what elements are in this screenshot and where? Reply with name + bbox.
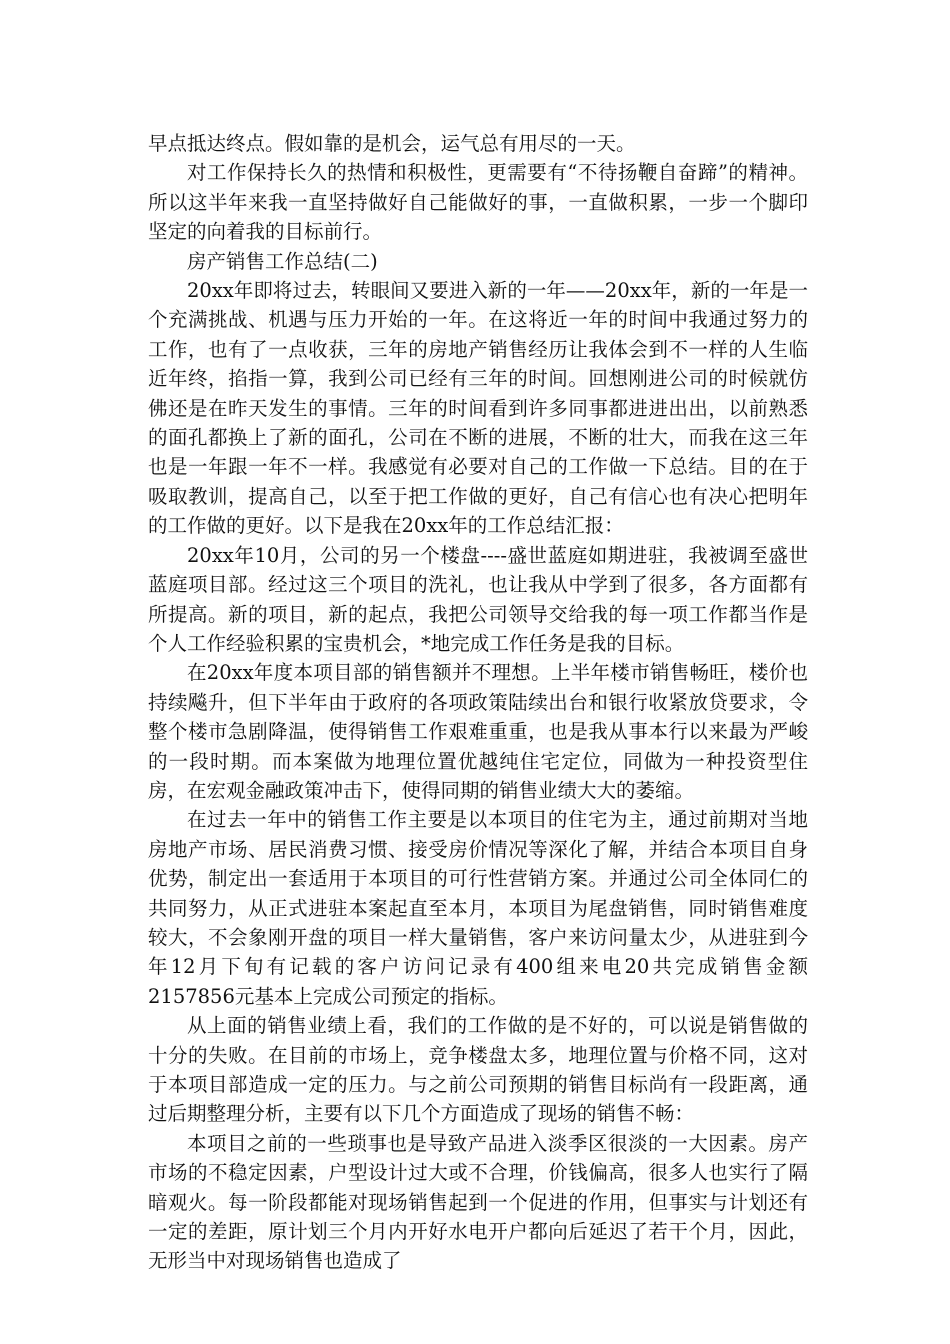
paragraph-1: 早点抵达终点。假如靠的是机会，运气总有用尽的一天。 — [148, 132, 636, 155]
paragraph-7: 从上面的销售业绩上看，我们的工作做的是不好的，可以说是销售做的十分的失败。在目前的市场上，竞争楼盘太多，地理位置与价格不同，这对于本项目部造成一定的压力。与之前公司预期的销售目标尚有一段距离，通过后期整理分析，主要有以下几个方面造成了现场的销售不畅： — [148, 1014, 808, 1126]
section-heading: 房产销售工作总结(二) — [187, 249, 378, 273]
paragraph-8: 本项目之前的一些琐事也是导致产品进入淡季区很淡的一大因素。房产市场的不稳定因素，户型设计过大或不合理，价钱偏高，很多人也实行了隔暗观火。每一阶段都能对现场销售起到一个促进的作用，但事实与计划还有一定的差距，原计划三个月内开好水电开户都向后延迟了若干个月，因此，无形当中对现场销售也造成了 — [148, 1131, 808, 1273]
paragraph-4: 20xx年10月，公司的另一个楼盘----盛世蓝庭如期进驻，我被调至盛世蓝庭项目部。经过这三个项目的洗礼，也让我从中学到了很多，各方面都有所提高。新的项目，新的起点，我把公司领导交给我的每一项工作都当作是个人工作经验积累的宝贵机会，*地完成工作任务是我的目标。 — [148, 543, 808, 655]
paragraph-6: 在过去一年中的销售工作主要是以本项目的住宅为主，通过前期对当地房地产市场、居民消费习惯、接受房价情况等深化了解，并结合本项目自身优势，制定出一套适用于本项目的可行性营销方案。并通过公司全体同仁的共同努力，从正式进驻本案起直至本月，本项目为尾盘销售，同时销售难度较大，不会象刚开盘的项目一样大量销售，客户来访问量太少，从进驻到今年12月下旬有记载的客户访问记录有400组来电20共完成销售金额2157856元基本上完成公司预定的指标。 — [148, 808, 808, 1008]
paragraph-5: 在20xx年度本项目部的销售额并不理想。上半年楼市销售畅旺，楼价也持续飚升，但下半年由于政府的各项政策陆续出台和银行收紧放贷要求，令整个楼市急剧降温，使得销售工作艰难重重，也是我从事本行以来最为严峻的一段时期。而本案做为地理位置优越纯住宅定位，同做为一种投资型住房，在宏观金融政策冲击下，使得同期的销售业绩大大的萎缩。 — [148, 661, 808, 802]
paragraph-2: 对工作保持长久的热情和积极性，更需要有“不待扬鞭自奋蹄”的精神。所以这半年来我一直坚持做好自己能做好的事，一直做积累，一步一个脚印坚定的向着我的目标前行。 — [148, 161, 808, 244]
paragraph-3: 20xx年即将过去，转眼间又要进入新的一年——20xx年，新的一年是一个充满挑战、机遇与压力开始的一年。在这将近一年的时间中我通过努力的工作，也有了一点收获，三年的房地产销售经历让我体会到不一样的人生临近年终，掐指一算，我到公司已经有三年的时间。回想刚进公司的时候就仿佛还是在昨天发生的事情。三年的时间看到许多同事都进进出出，以前熟悉的面孔都换上了新的面孔，公司在不断的进展，不断的壮大，而我在这三年也是一年跟一年不一样。我感觉有必要对自己的工作做一下总结。目的在于吸取教训，提高自己，以至于把工作做的更好，自己有信心也有决心把明年的工作做的更好。以下是我在20xx年的工作总结汇报： — [148, 279, 808, 538]
document-body — [148, 129, 808, 1276]
